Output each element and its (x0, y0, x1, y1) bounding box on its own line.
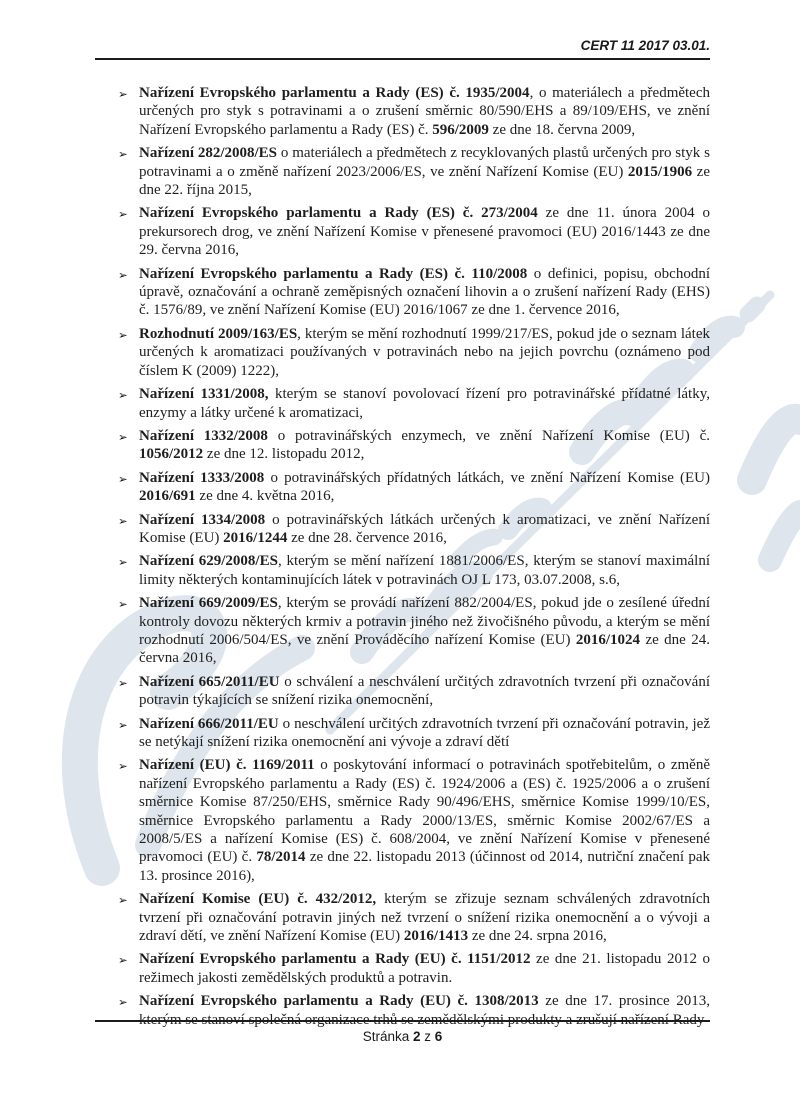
regulation-item-text: Rozhodnutí 2009/163/ES, kterým se mění rozhodnutí 1999/217/ES, pokud jde o seznam látek určených k aromatizaci používaných v potravinách nebo na jejich povrchu (oznámeno pod číslem K (2009) 1222), (139, 325, 710, 379)
regulation-item-text: Nařízení 1331/2008, kterým se stanoví povolovací řízení pro potravinářské přídatné látky, enzymy a látky určené k aromatizaci, (139, 386, 711, 421)
arrow-bullet-icon: ➢ (118, 327, 128, 342)
regulation-item-text: Nařízení 282/2008/ES o materiálech a předmětech z recyklovaných plastů určených pro styk s potravinami a o změně nařízení 2023/2006/ES, ve znění Nařízení Komise (EU) 2015/1906 ze dne 22. října 2015, (139, 145, 710, 199)
arrow-bullet-icon: ➢ (118, 207, 128, 222)
regulation-item-text: Nařízení Evropského parlamentu a Rady (ES) č. 273/2004 ze dne 11. února 2004 o prekursorech drog, ve znění Nařízení Komise v přenesené pravomoci (EU) 2016/1443 ze dne 29. června 2016, (139, 205, 710, 259)
arrow-bullet-icon: ➢ (118, 597, 128, 612)
regulation-item (118, 756, 710, 885)
arrow-bullet-icon: ➢ (118, 893, 128, 908)
regulation-item (118, 204, 710, 259)
regulation-item (118, 385, 710, 422)
arrow-bullet-icon: ➢ (118, 388, 128, 403)
regulation-item (118, 715, 710, 752)
regulation-item-text: Nařízení 666/2011/EU o neschválení určitých zdravotních tvrzení při označování potravin, jež se netýkají snížení rizika onemocnění ani vývoje a zdraví dětí (139, 715, 710, 750)
arrow-bullet-icon: ➢ (118, 87, 128, 101)
regulation-item-text: Nařízení Komise (EU) č. 432/2012, kterým se zřizuje seznam schválených zdravotních tvrzení při označování potravin jiných než tvrzení o snížení rizika onemocnění a o vývoji a zdraví dětí, ve znění Nařízení Komise (EU) 2016/1413 ze dne 24. srpna 2016, (139, 891, 710, 945)
footer-page-label: Stránka (362, 1029, 410, 1044)
regulation-item-text: Nařízení Evropského parlamentu a Rady (EU) č. 1308/2013 ze dne 17. prosince 2013, kterým se stanoví společná organizace trhů se zemědělskými produkty a zrušují nařízení Rady (139, 993, 710, 1028)
arrow-bullet-icon: ➢ (118, 953, 128, 968)
arrow-bullet-icon: ➢ (118, 429, 128, 444)
regulation-item (118, 950, 710, 987)
regulation-item-text: Nařízení 665/2011/EU o schválení a neschválení určitých zdravotních tvrzení při označování potravin týkajících se snížení rizika onemocnění, (139, 673, 710, 709)
arrow-bullet-icon: ➢ (118, 555, 128, 570)
regulation-item (118, 265, 710, 320)
arrow-bullet-icon: ➢ (118, 267, 128, 282)
regulation-item-text: Nařízení (EU) č. 1169/2011 o poskytování informací o potravinách spotřebitelům, o změně nařízení Evropského parlamentu a Rady (ES) č. 1924/2006 a (ES) č. 1925/2006 a o zrušení směrnice Komise 87/250/EHS, směrnice Rady 90/496/EHS, směrnice Komise 1999/10/ES, směrnice Evropského parlamentu a Rady 2000/13/ES, směrnic Komise 2002/67/ES a 2008/5/ES a nařízení Komise (ES) č. 608/2004, ve znění Nařízení Komise v přenesené pravomoci (EU) č. 78/2014 ze dne 22. listopadu 2013 (účinnost od 2014, nutriční značení pak 13. prosince 2016), (139, 757, 710, 884)
page-header (95, 38, 710, 60)
regulation-item (118, 84, 710, 139)
arrow-bullet-icon: ➢ (118, 717, 128, 732)
regulation-list-container (118, 84, 710, 1034)
footer-total-pages: 6 (434, 1029, 443, 1044)
regulation-item (118, 594, 710, 668)
regulation-item-text: Nařízení Evropského parlamentu a Rady (EU) č. 1151/2012 ze dne 21. listopadu 2012 o režimech jakosti zemědělských produktů a potravin. (139, 951, 710, 986)
arrow-bullet-icon: ➢ (118, 759, 128, 774)
regulation-item (118, 552, 710, 589)
regulation-item-text: Nařízení 669/2009/ES, kterým se provádí nařízení 882/2004/ES, pokud jde o zesílené úřední kontroly dovozu některých krmiv a potravin jiného než živočišného původu, a kterým se mění rozhodnutí 2006/504/ES, ve znění Prováděcího nařízení Komise (EU) 2016/1024 ze dne 24. června 2016, (139, 595, 710, 667)
footer-of-word: z (424, 1029, 432, 1044)
arrow-bullet-icon: ➢ (118, 675, 128, 690)
arrow-bullet-icon: ➢ (118, 147, 128, 162)
regulation-list (118, 84, 710, 1029)
regulation-item-text: Nařízení 1333/2008 o potravinářských přídatných látkách, ve znění Nařízení Komise (EU) 2016/691 ze dne 4. května 2016, (139, 469, 710, 505)
arrow-bullet-icon: ➢ (118, 995, 128, 1010)
document-code: CERT 11 2017 03.01. (580, 38, 710, 53)
regulation-item-text: Nařízení 629/2008/ES, kterým se mění nařízení 1881/2006/ES, kterým se stanoví maximální limity některých kontaminujících látek v potravinách OJ L 173, 03.07.2008, s.6, (139, 553, 710, 588)
regulation-item (118, 427, 710, 464)
regulation-item (118, 469, 710, 506)
arrow-bullet-icon: ➢ (118, 513, 128, 528)
footer-current-page: 2 (412, 1029, 421, 1044)
arrow-bullet-icon: ➢ (118, 471, 128, 486)
regulation-item-text: Nařízení Evropského parlamentu a Rady (ES) č. 110/2008 o definici, popisu, obchodní úpravě, označování a ochraně zeměpisných označení lihovin a o zrušení nařízení Rady (EHS) č. 1576/89, ve znění Nařízení Komise (EU) 2016/1067 ze dne 1. července 2016, (139, 265, 710, 319)
regulation-item-text: Nařízení 1332/2008 o potravinářských enzymech, ve znění Nařízení Komise (EU) č. 1056/2012 ze dne 12. listopadu 2012, (139, 427, 710, 463)
regulation-item-text: Nařízení 1334/2008 o potravinářských látkách určených k aromatizaci, ve znění Nařízení Komise (EU) 2016/1244 ze dne 28. července 2016, (139, 511, 710, 546)
regulation-item (118, 144, 710, 199)
page-footer (95, 1020, 710, 1044)
regulation-item (118, 511, 710, 548)
regulation-item (118, 673, 710, 710)
regulation-item (118, 325, 710, 380)
regulation-item (118, 890, 710, 945)
regulation-item-text: Nařízení Evropského parlamentu a Rady (ES) č. 1935/2004, o materiálech a předmětech určených pro styk s potravinami a o zrušení směrnic 80/590/EHS a 89/109/EHS, ve znění Nařízení Evropského parlamentu a Rady (ES) č. 596/2009 ze dne 18. června 2009, (139, 85, 710, 138)
